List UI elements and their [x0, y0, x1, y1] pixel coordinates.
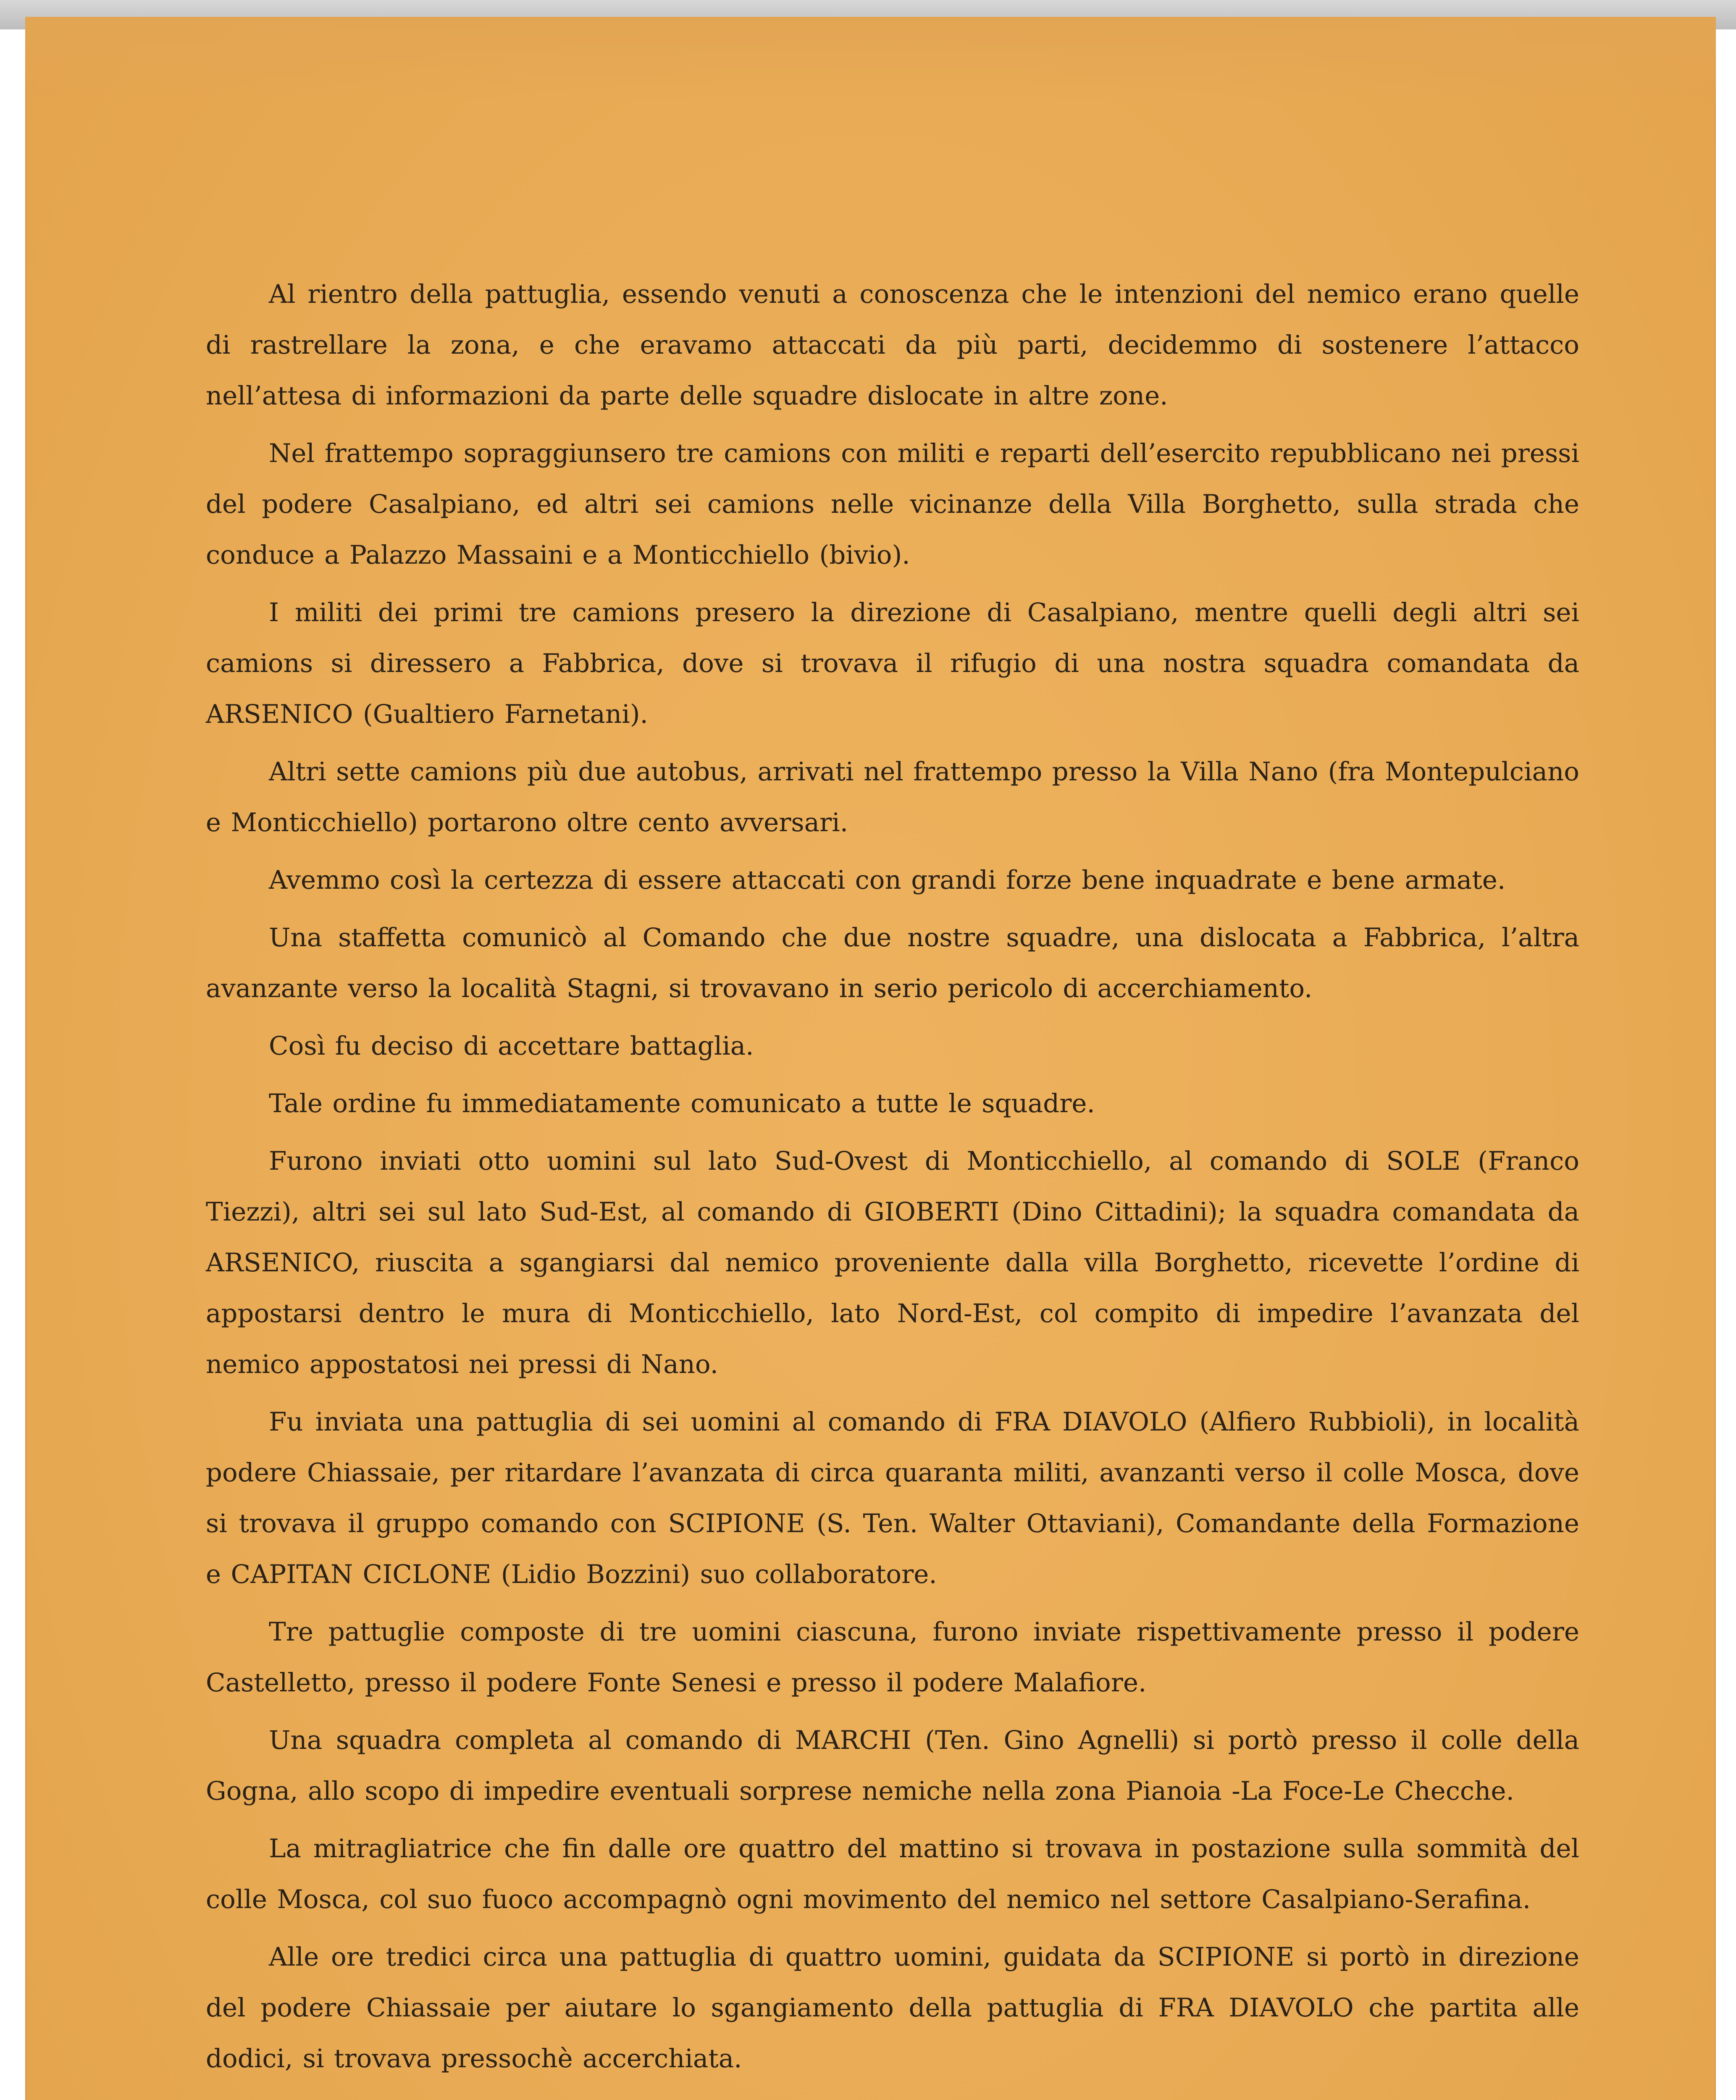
paragraph-6: Una staffetta comunicò al Comando che due nostre squadre, una dislocata a Fabbrica, l’altra avanzante verso la località Stagni, si trovavano in serio pericolo di accerchiamento. — [206, 923, 1579, 1003]
paragraph-12: Una squadra completa al comando di MARCHI (Ten. Gino Agnelli) si portò presso il colle della Gogna, allo scopo di impedire eventuali sorprese nemiche nella zona Pianoia -La Foce-Le Checche. — [206, 1725, 1579, 1806]
paragraph-14: Alle ore tredici circa una pattuglia di quattro uomini, guidata da SCIPIONE si portò in direzione del podere Chiassaie per aiutare lo sgangiamento della pattuglia di FRA DIAVOLO che partita alle dodici, si trovava pressochè accerchiata. — [206, 1942, 1579, 2074]
paragraph-7: Così fu deciso di accettare battaglia. — [269, 1031, 754, 1061]
document-body — [206, 269, 1579, 2100]
paragraph-2: Nel frattempo sopraggiunsero tre camions con militi e reparti dell’esercito repubblicano nei pressi del podere Casalpiano, ed altri sei camions nelle vicinanze della Villa Borghetto, sulla strada che conduce a Palazzo Massaini e a Monticchiello (bivio). — [206, 438, 1579, 570]
paragraph-10: Fu inviata una pattuglia di sei uomini al comando di FRA DIAVOLO (Alfiero Rubbioli), in località podere Chiassaie, per ritardare l’avanzata di circa quaranta militi, avanzanti verso il colle Mosca, dove si trovava il gruppo comando con SCIPIONE (S. Ten. Walter Ottaviani), Comandante della Formazione e CAPITAN CICLONE (Lidio Bozzini) suo collaboratore. — [206, 1407, 1579, 1589]
paragraph-4: Altri sette camions più due autobus, arrivati nel frattempo presso la Villa Nano (fra Montepulciano e Monticchiello) portarono oltre cento avversari. — [206, 757, 1579, 837]
paragraph-5: Avemmo così la certezza di essere attaccati con grandi forze bene inquadrate e bene armate. — [269, 865, 1506, 895]
paragraph-9: Furono inviati otto uomini sul lato Sud-Ovest di Monticchiello, al comando di SOLE (Franco Tiezzi), altri sei sul lato Sud-Est, al comando di GIOBERTI (Dino Cittadini); la squadra comandata da ARSENICO, riuscita a sgangiarsi dal nemico proveniente dalla villa Borghetto, ricevette l’ordine di appostarsi dentro le mura di Monticchiello, lato Nord-Est, col compito di impedire l’avanzata del nemico appostatosi nei pressi di Nano. — [206, 1146, 1579, 1379]
paragraph-3: I militi dei primi tre camions presero la direzione di Casalpiano, mentre quelli degli altri sei camions si diressero a Fabbrica, dove si trovava il rifugio di una nostra squadra comandata da ARSENICO (Gualtiero Farnetani). — [206, 598, 1579, 729]
paragraph-8: Tale ordine fu immediatamente comunicato a tutte le squadre. — [269, 1089, 1095, 1118]
paragraph-11: Tre pattuglie composte di tre uomini ciascuna, furono inviate rispettivamente presso il podere Castelletto, presso il podere Fonte Senesi e presso il podere Malafiore. — [206, 1617, 1579, 1698]
paragraph-15 — [206, 2091, 1579, 2100]
paragraph-1: Al rientro della pattuglia, essendo venuti a conoscenza che le intenzioni del nemico erano quelle di rastrellare la zona, e che eravamo attaccati da più parti, decidemmo di sostenere l’attacco nell’attesa di informazioni da parte delle squadre dislocate in altre zone. — [206, 279, 1579, 411]
paragraph-13: La mitragliatrice che fin dalle ore quattro del mattino si trovava in postazione sulla sommità del colle Mosca, col suo fuoco accompagnò ogni movimento del nemico nel settore Casalpiano-Serafina. — [206, 1834, 1579, 1914]
document-page — [25, 17, 1716, 2100]
